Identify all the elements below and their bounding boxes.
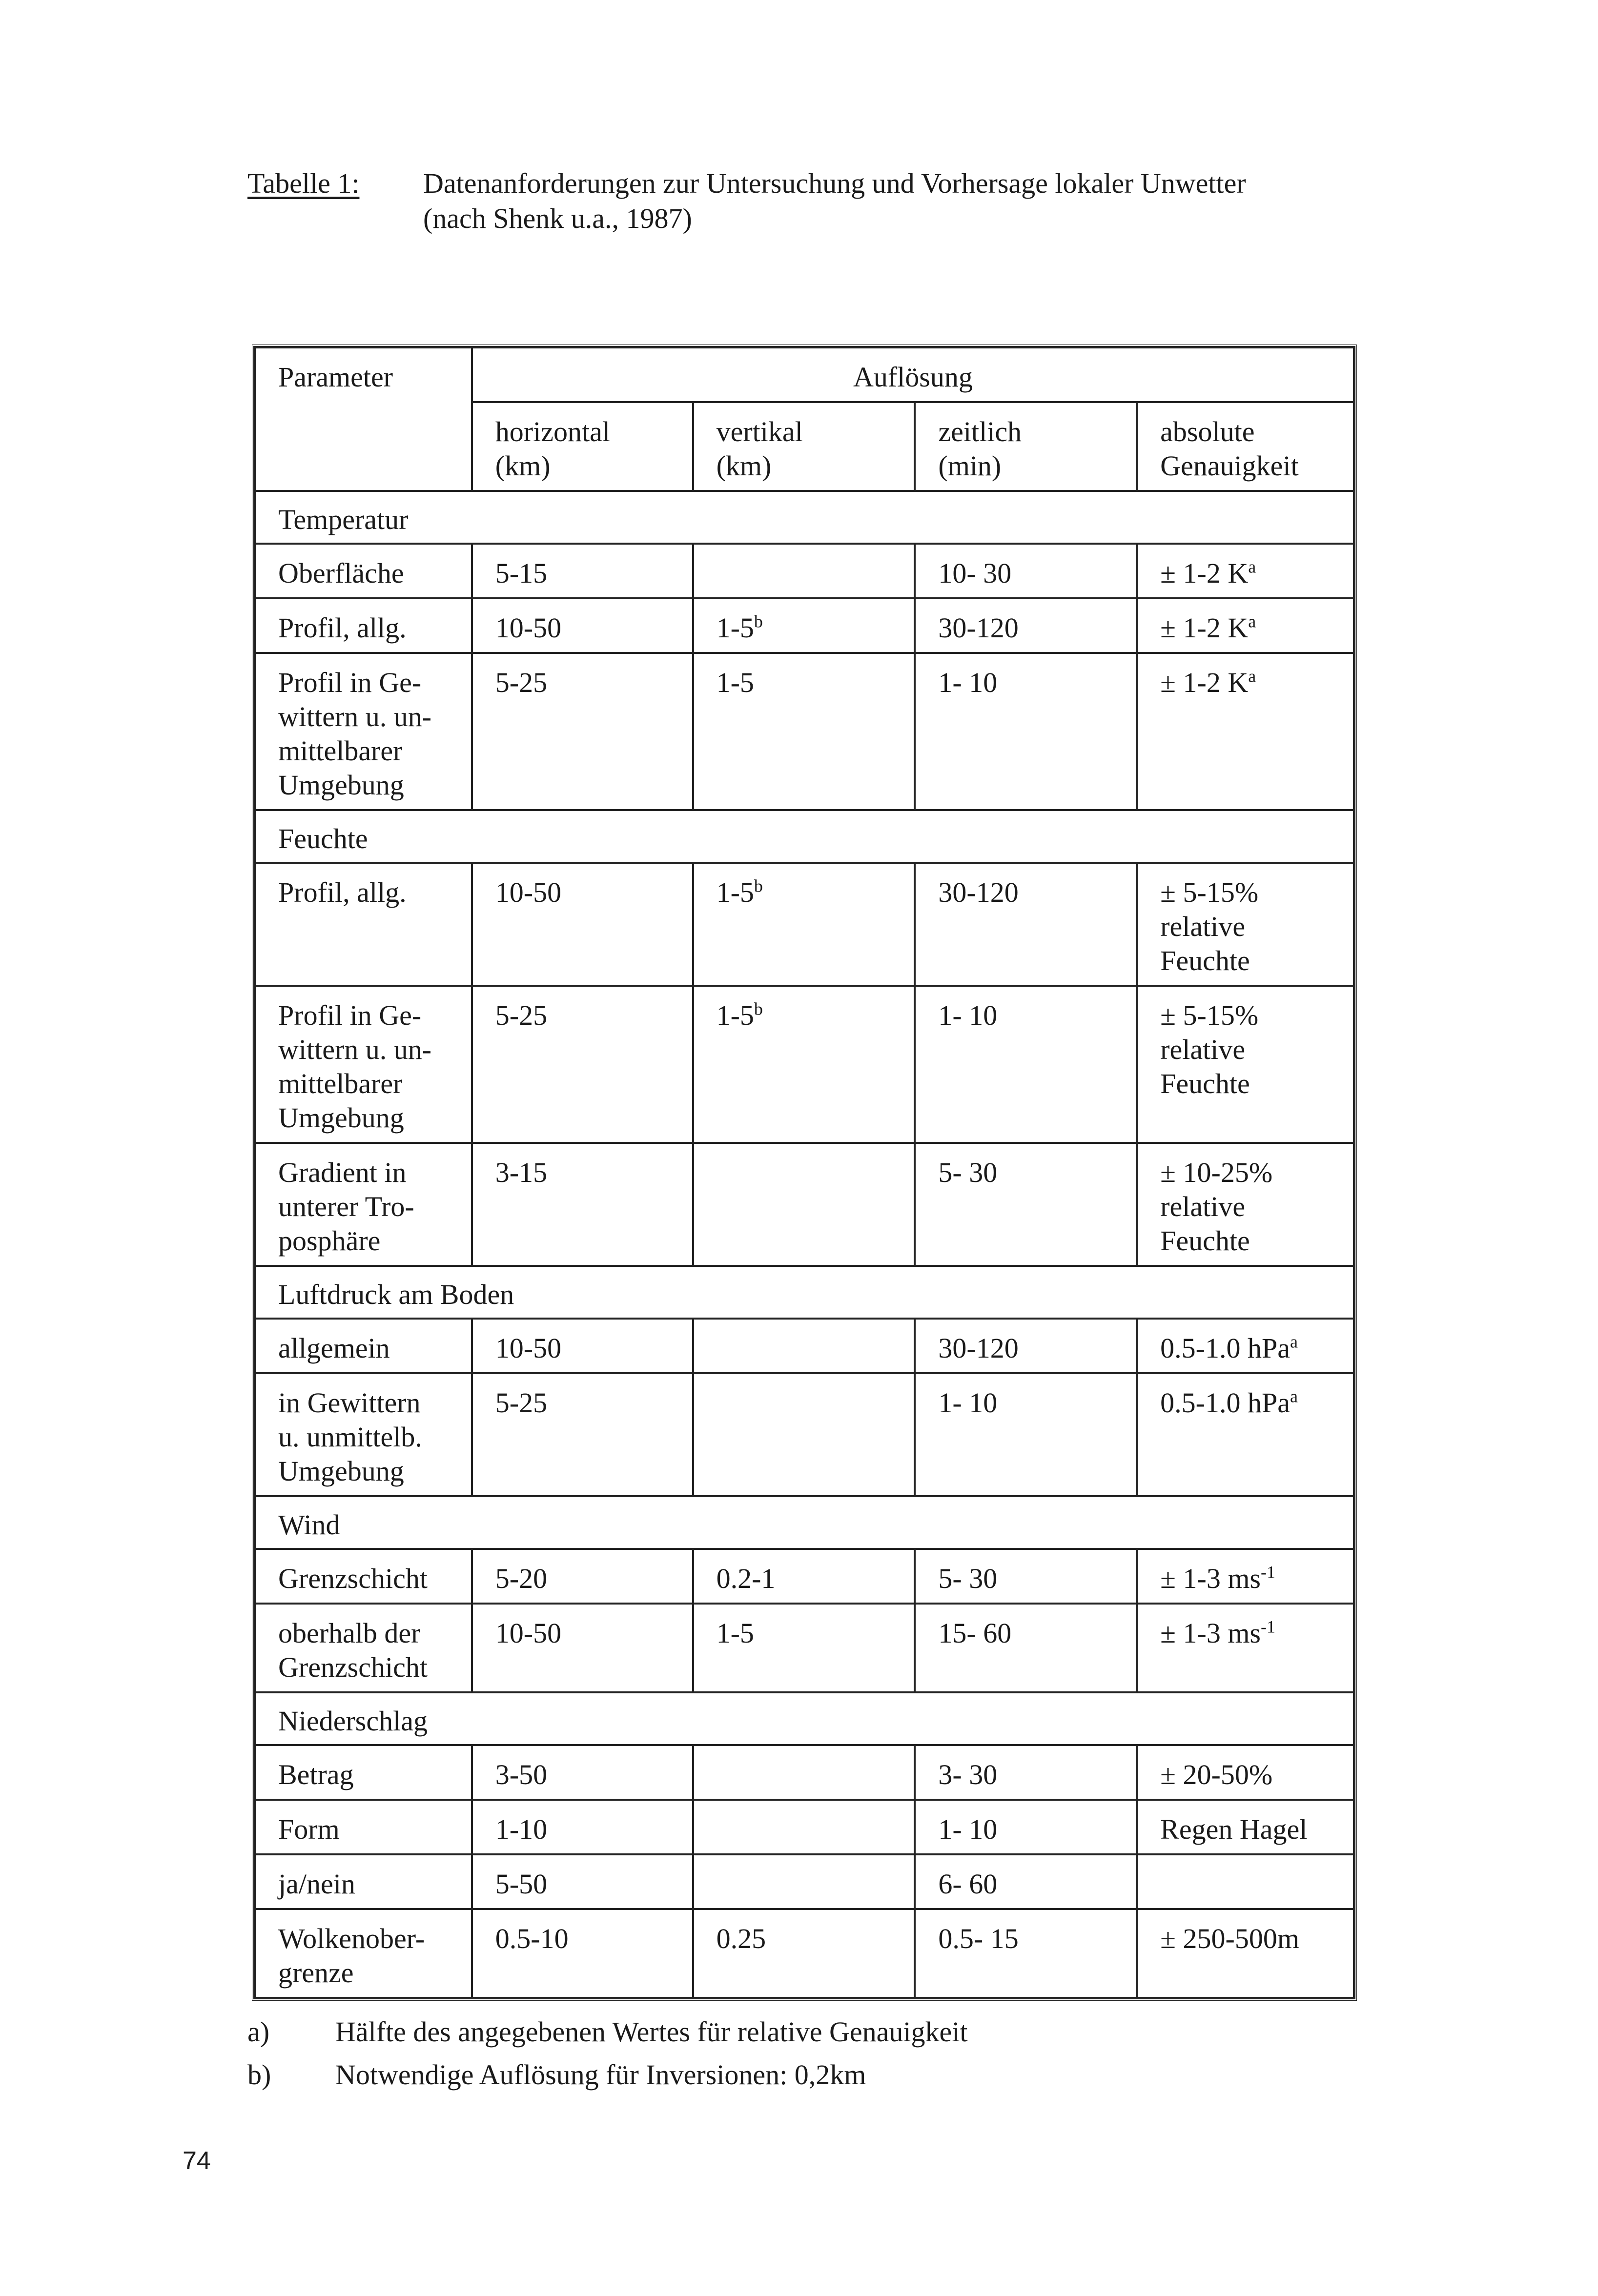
accuracy-line: 0.5-1.0 hPa$^a$ [1160,1386,1298,1419]
page-number: 74 [183,2147,211,2175]
cell-horizontal: 10-50 [472,1319,693,1373]
cell-horizontal: 5-25 [472,1373,693,1496]
group-label: Temperatur [255,491,1354,544]
param-line: u. unmittelb. [278,1421,422,1453]
cell-horizontal: 1-10 [472,1800,693,1854]
accuracy-line: ± 1-3 $ms^{-1}$ [1160,1617,1276,1649]
accuracy-line: ± 250-500m [1160,1923,1299,1954]
superscript: -1 [1261,1617,1276,1637]
cell-horizontal: 0.5-10 [472,1909,693,1998]
accuracy-line: Feuchte [1160,945,1250,976]
cell-parameter [255,1800,472,1854]
table-body [255,491,1354,1998]
table-row [255,1319,1354,1373]
cell-parameter [255,986,472,1143]
cell-vertikal: 1-5$^b$ [693,863,915,986]
accuracy-line: Feuchte [1160,1068,1250,1099]
table-header [255,347,1354,491]
cell-vertikal [693,544,915,598]
cell-horizontal: 10-50 [472,863,693,986]
header-row-1 [255,347,1354,402]
caption-title [423,166,1360,236]
param-line: Umgebung [278,769,404,801]
param-line: Umgebung [278,1102,404,1134]
param-line: Form [278,1813,340,1845]
cell-vertikal [693,1143,915,1266]
cell-vertikal: 0.2-1 [693,1549,915,1604]
cell-parameter [255,1319,472,1373]
cell-vertikal [693,1373,915,1496]
cell-horizontal: 3-15 [472,1143,693,1266]
table-row [255,1604,1354,1692]
cell-horizontal: 10-50 [472,598,693,653]
cell-horizontal: 5-25 [472,986,693,1143]
table-row [255,986,1354,1143]
group-row [255,1692,1354,1745]
param-line: Wolkenober- [278,1923,425,1954]
cell-zeitlich: 1- 10 [915,1800,1137,1854]
footnote-text: Notwendige Auflösung für Inversionen: 0,2km [335,2059,866,2091]
group-label: Niederschlag [255,1692,1354,1745]
cell-genauigkeit [1137,1854,1354,1909]
group-label: Luftdruck am Boden [255,1266,1354,1319]
cell-genauigkeit [1137,1745,1354,1800]
accuracy-line: ± 10-25% [1160,1157,1273,1188]
cell-zeitlich: 0.5- 15 [915,1909,1137,1998]
table-row [255,1549,1354,1604]
param-line: Oberfläche [278,557,404,589]
table-row [255,1909,1354,1998]
footnote-text: Hälfte des angegebenen Wertes für relative Genauigkeit [335,2016,968,2048]
cell-vertikal [693,1319,915,1373]
param-line: grenze [278,1957,354,1989]
table-row [255,1800,1354,1854]
cell-zeitlich: 30-120 [915,863,1137,986]
header-parameter: Parameter [255,347,472,491]
group-row [255,491,1354,544]
cell-vertikal [693,1854,915,1909]
param-line: Profil in Ge- [278,667,422,698]
cell-horizontal: 5-25 [472,653,693,810]
caption-label: Tabelle 1: [247,167,360,199]
cell-genauigkeit [1137,1800,1354,1854]
table-row [255,544,1354,598]
param-line: Gradient in [278,1157,407,1188]
cell-genauigkeit [1137,1373,1354,1496]
accuracy-line: relative [1160,1191,1246,1222]
header-horizontal: horizontal (km) [472,402,693,491]
cell-horizontal: 3-50 [472,1745,693,1800]
cell-genauigkeit [1137,598,1354,653]
param-line: Grenzschicht [278,1563,428,1594]
accuracy-line: ± 5-15% [1160,876,1259,908]
cell-zeitlich: 15- 60 [915,1604,1137,1692]
cell-genauigkeit [1137,1549,1354,1604]
cell-vertikal: 1-5 [693,653,915,810]
table-row [255,1143,1354,1266]
cell-zeitlich: 5- 30 [915,1143,1137,1266]
cell-vertikal: 1-5$^b$ [693,598,915,653]
cell-vertikal: 1-5 [693,1604,915,1692]
table-row [255,1745,1354,1800]
accuracy-line: ± 1-2 $K^a$ [1160,557,1256,589]
accuracy-line: 0.5-1.0 hPa$^a$ [1160,1332,1298,1364]
param-line: oberhalb der [278,1617,421,1649]
table-row [255,653,1354,810]
cell-zeitlich: 1- 10 [915,653,1137,810]
cell-vertikal: 1-5$^b$ [693,986,915,1143]
param-line: unterer Tro- [278,1191,414,1222]
header-zeitlich: zeitlich (min) [915,402,1137,491]
cell-parameter [255,1909,472,1998]
group-row [255,1266,1354,1319]
cell-zeitlich: 10- 30 [915,544,1137,598]
accuracy-line: relative [1160,1034,1246,1065]
param-line: in Gewittern [278,1387,421,1419]
cell-genauigkeit [1137,653,1354,810]
cell-genauigkeit [1137,1604,1354,1692]
superscript: a [1290,1386,1298,1406]
cell-genauigkeit [1137,863,1354,986]
cell-horizontal: 5-15 [472,544,693,598]
superscript: b [754,876,763,896]
cell-parameter [255,598,472,653]
param-line: wittern u. un- [278,701,432,732]
accuracy-line: ± 5-15% [1160,999,1259,1031]
cell-parameter [255,1745,472,1800]
param-line: Profil in Ge- [278,999,422,1031]
table-row [255,863,1354,986]
param-line: posphäre [278,1225,381,1257]
cell-horizontal: 5-50 [472,1854,693,1909]
cell-zeitlich: 1- 10 [915,986,1137,1143]
param-line: Profil, allg. [278,612,407,644]
cell-zeitlich: 6- 60 [915,1854,1137,1909]
cell-genauigkeit [1137,986,1354,1143]
accuracy-line: ± 1-2 $K^a$ [1160,611,1256,644]
header-vertikal: vertikal (km) [693,402,915,491]
cell-zeitlich: 1- 10 [915,1373,1137,1496]
superscript: -1 [1261,1562,1276,1582]
header-genauigkeit: absolute Genauigkeit [1137,402,1354,491]
accuracy-line: ± 1-3 $ms^{-1}$ [1160,1562,1276,1594]
param-line: mittelbarer [278,735,403,767]
group-row [255,810,1354,863]
cell-zeitlich: 3- 30 [915,1745,1137,1800]
group-label: Wind [255,1496,1354,1549]
param-line: Grenzschicht [278,1651,428,1683]
cell-horizontal: 10-50 [472,1604,693,1692]
footnote-mark: b) [247,2059,271,2091]
table-row [255,1373,1354,1496]
superscript: b [754,611,763,631]
footnote-mark: a) [247,2016,270,2048]
cell-vertikal [693,1800,915,1854]
cell-zeitlich: 30-120 [915,598,1137,653]
param-line: mittelbarer [278,1068,403,1099]
superscript: a [1248,611,1256,631]
table-row [255,598,1354,653]
superscript: a [1248,666,1256,686]
accuracy-line: Feuchte [1160,1225,1250,1257]
cell-parameter [255,1604,472,1692]
cell-parameter [255,1549,472,1604]
superscript: a [1290,1332,1298,1352]
cell-zeitlich: 30-120 [915,1319,1137,1373]
cell-genauigkeit [1137,544,1354,598]
cell-genauigkeit [1137,1143,1354,1266]
param-line: Betrag [278,1759,354,1790]
group-row [255,1496,1354,1549]
caption-title-line-2: (nach Shenk u.a., 1987) [423,203,692,234]
param-line: wittern u. un- [278,1034,432,1065]
cell-parameter [255,1854,472,1909]
accuracy-line: ± 1-2 $K^a$ [1160,666,1256,698]
cell-genauigkeit [1137,1319,1354,1373]
caption-title-line-1: Datenanforderungen zur Untersuchung und Vorhersage lokaler Unwetter [423,167,1246,199]
param-line: Profil, allg. [278,876,407,908]
header-aufloesung: Auflösung [472,347,1354,402]
cell-horizontal: 5-20 [472,1549,693,1604]
accuracy-line: ± 20-50% [1160,1759,1273,1790]
param-line: Umgebung [278,1455,404,1487]
cell-parameter [255,1373,472,1496]
cell-parameter [255,653,472,810]
data-requirements-table [254,346,1355,1999]
cell-vertikal [693,1745,915,1800]
accuracy-line: Regen Hagel [1160,1813,1308,1845]
cell-parameter [255,544,472,598]
cell-parameter [255,863,472,986]
table-row [255,1854,1354,1909]
accuracy-line: relative [1160,911,1246,942]
group-label: Feuchte [255,810,1354,863]
cell-parameter [255,1143,472,1266]
cell-genauigkeit [1137,1909,1354,1998]
cell-vertikal: 0.25 [693,1909,915,1998]
param-line: ja/nein [278,1868,355,1900]
param-line: allgemein [278,1332,390,1364]
cell-zeitlich: 5- 30 [915,1549,1137,1604]
data-table-frame [252,345,1357,2001]
superscript: b [754,999,763,1019]
superscript: a [1248,557,1256,577]
